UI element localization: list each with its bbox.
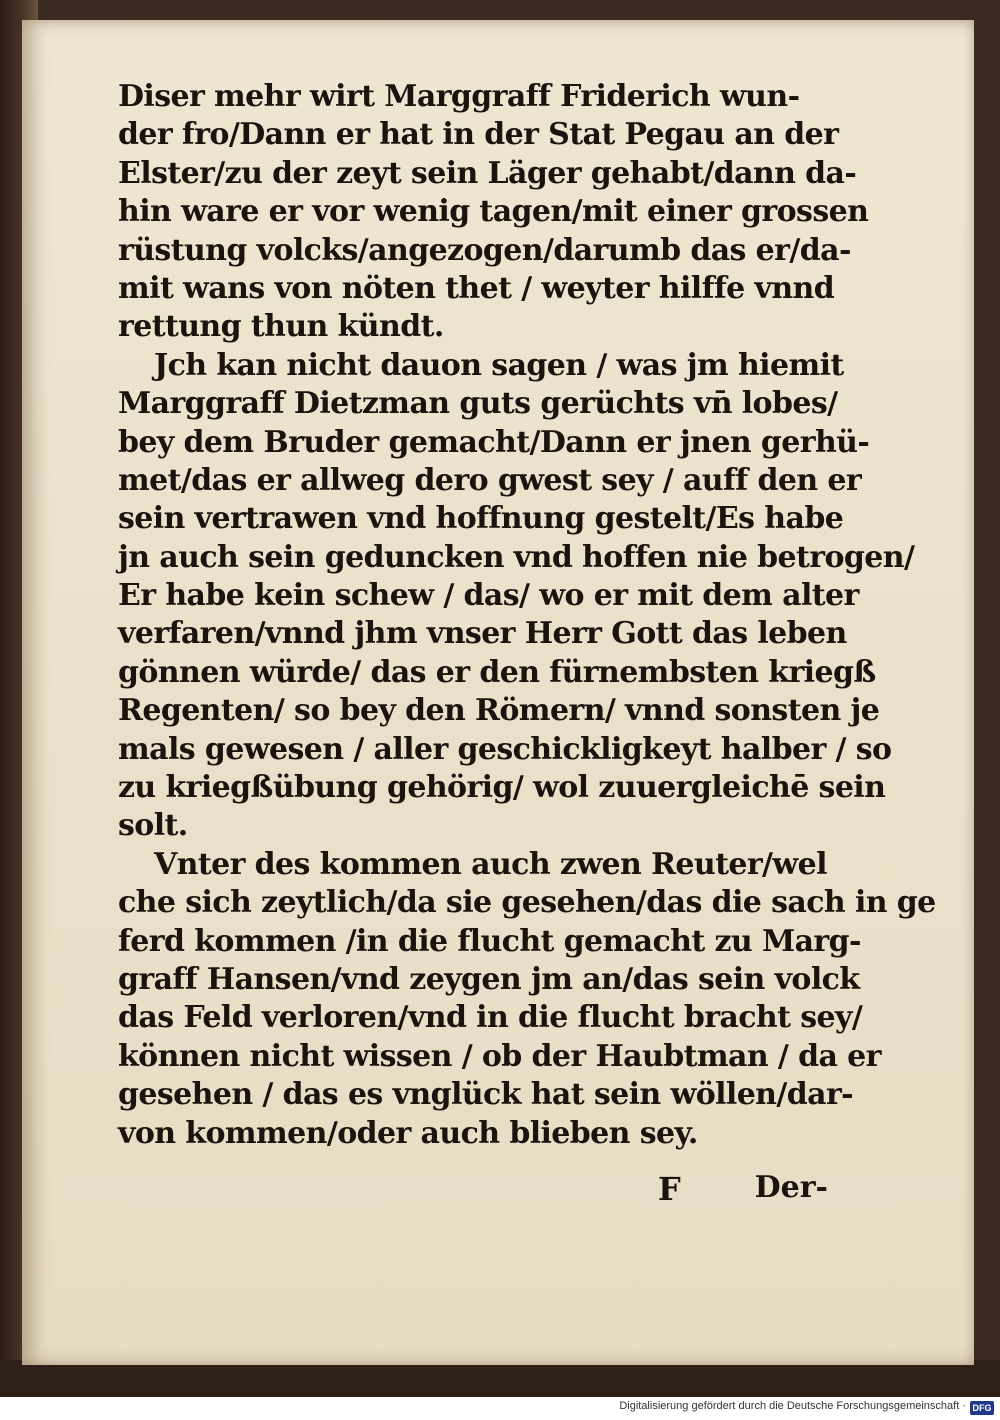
text-line: graff Hansen/vnd zeygen jm an/das sein volck <box>118 961 860 997</box>
text-line: met/das er allweg dero gwest sey / auff den er <box>118 462 862 498</box>
text-line: bey dem Bruder gemacht/Dann er jnen gerhü- <box>118 424 870 460</box>
text-line: ferd kommen /in die flucht gemacht zu Marg- <box>118 923 861 959</box>
text-line: verfaren/vnnd jhm vnser Herr Gott das leben <box>118 616 847 652</box>
dfg-logo-icon: DFG <box>970 1401 994 1415</box>
text-line: mit wans von nöten thet / weyter hilffe vnnd <box>118 270 835 306</box>
text-line: Vnter des kommen auch zwen Reuter/wel <box>154 846 827 882</box>
text-line: Jch kan nicht dauon sagen / was jm hiemit <box>154 347 844 383</box>
text-line: solt. <box>118 808 188 844</box>
page-footer-marks <box>118 1170 828 1210</box>
text-line: sein vertrawen vnd hoffnung gestelt/Es habe <box>118 501 844 537</box>
text-line: zu kriegßübung gehörig/ wol zuuergleichē sein <box>118 770 886 806</box>
text-line: Regenten/ so bey den Römern/ vnnd sonsten je <box>118 693 880 729</box>
text-line: che sich zeytlich/da sie gesehen/das die sach in ge <box>118 885 936 921</box>
text-line: das Feld verloren/vnd in die flucht bracht sey/ <box>118 1000 863 1036</box>
book-page <box>22 20 974 1365</box>
text-line: Marggraff Dietzman guts gerüchts vn̄ lobes/ <box>118 386 838 422</box>
text-line: Er habe kein schew / das/ wo er mit dem alter <box>118 578 859 614</box>
text-line: jn auch sein geduncken vnd hoffen nie betrogen/ <box>118 539 915 575</box>
text-line: hin ware er vor wenig tagen/mit einer grossen <box>118 194 869 230</box>
text-line: Elster/zu der zeyt sein Läger gehabt/dann da- <box>118 155 857 191</box>
body-text <box>118 78 936 1153</box>
book-edge <box>0 1360 1000 1397</box>
text-line: mals gewesen / aller geschickligkeyt halber / so <box>118 731 892 767</box>
text-line: gesehen / das es vnglück hat sein wöllen/dar- <box>118 1077 854 1113</box>
text-line: Diser mehr wirt Marggraff Friderich wun- <box>118 79 800 114</box>
digitization-footer <box>0 1397 1000 1420</box>
text-line: gönnen würde/ das er den fürnembsten kriegß <box>118 654 876 690</box>
text-line: rettung thun kündt. <box>118 309 444 345</box>
footer-credit: Digitalisierung gefördert durch die Deutsche Forschungsgemeinschaft · <box>619 1400 966 1412</box>
text-line: können nicht wissen / ob der Haubtman / da er <box>118 1038 881 1074</box>
text-line: rüstung volcks/angezogen/darumb das er/da- <box>118 232 851 268</box>
text-line: der fro/Dann er hat in der Stat Pegau an der <box>118 117 839 153</box>
signature-mark: F <box>658 1170 681 1208</box>
catchword: Der- <box>754 1170 828 1205</box>
text-line: von kommen/oder auch blieben sey. <box>118 1115 698 1151</box>
